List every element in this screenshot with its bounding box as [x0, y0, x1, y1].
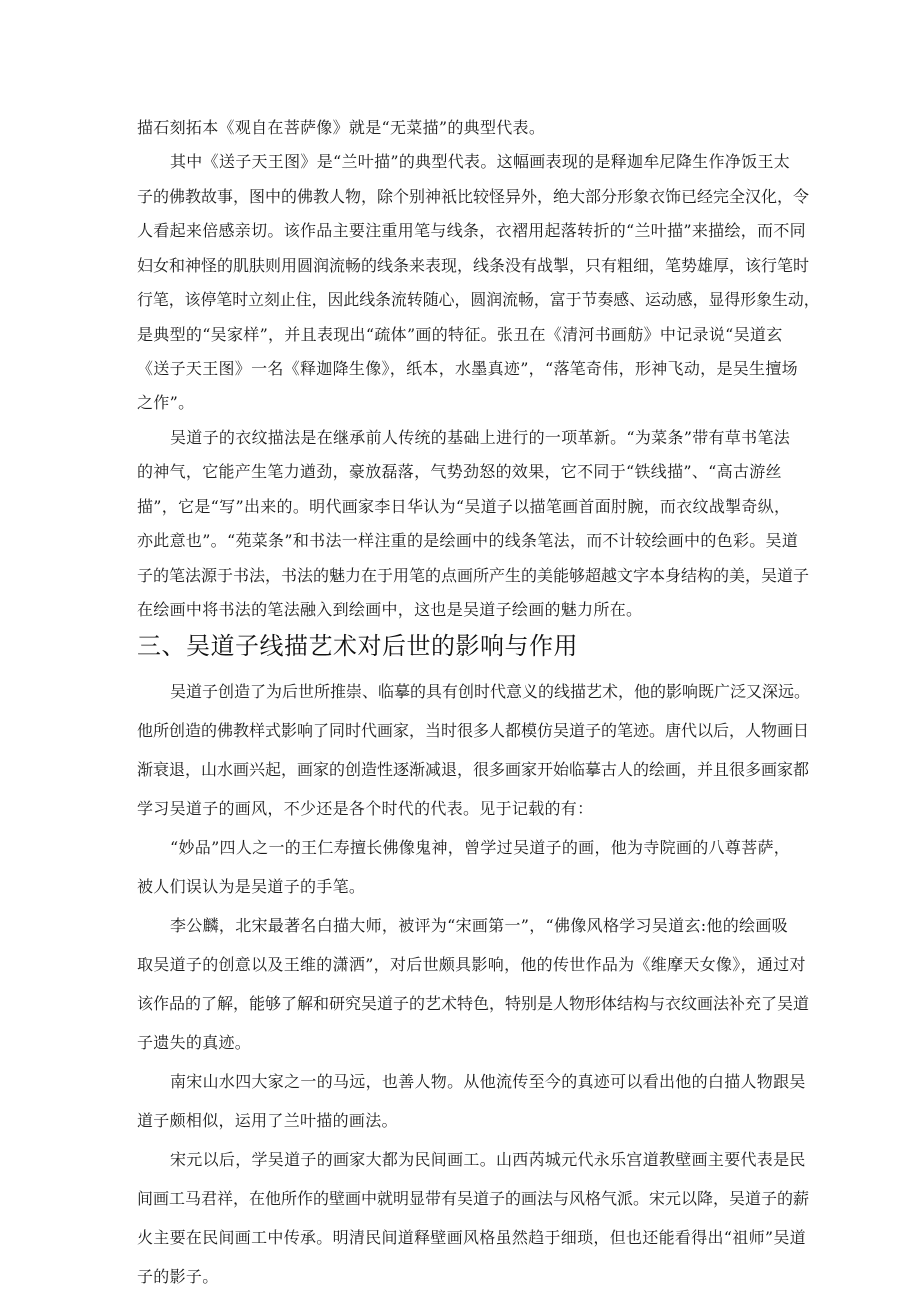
text-line: 描石刻拓本《观自在菩萨像》就是“无菜描”的典型代表。: [137, 118, 546, 137]
text-line: 妇女和神怪的肌肤则用圆润流畅的线条来表现，线条没有战掣，只有粗细，笔势雄厚，该行笔时: [137, 256, 810, 275]
text-line: 是典型的“吴家样”，并且表现出“疏体”画的特征。张丑在《清河书画舫》中记录说“吴道玄: [137, 325, 783, 344]
text-line: 该作品的了解，能够了解和研究吴道子的艺术特色，特别是人物形体结构与衣纹画法补充了吴道: [137, 994, 810, 1013]
text-line: 南宋山水四大家之一的马远，也善人物。从他流传至今的真迹可以看出他的白描人物跟吴: [170, 1072, 806, 1091]
text-line: 人看起来倍感亲切。该作品主要注重用笔与线条，衣褶用起落转折的“兰叶描”来描绘，而不同: [137, 221, 806, 240]
text-line: 渐衰退，山水画兴起，画家的创造性逐渐减退，很多画家开始临摹古人的绘画，并且很多画家都: [137, 760, 810, 779]
text-line: 亦此意也”。“苑菜条”和书法一样注重的是绘画中的线条笔法，而不计较绘画中的色彩。吴道: [137, 531, 799, 550]
text-line: 火主要在民间画工中传承。明清民间道释壁画风格虽然趋于细琐，但也还能看得出“祖师”吴道: [137, 1228, 806, 1247]
text-line: 宋元以后，学吴道子的画家大都为民间画工。山西芮城元代永乐宫道教壁画主要代表是民: [170, 1150, 806, 1169]
text-line: 的神气，它能产生笔力遒劲，豪放磊落，气势劲怒的效果，它不同于“铁线描”、“高古游丝: [137, 462, 782, 481]
text-line: 被人们误认为是吴道子的手笔。: [137, 877, 366, 896]
section-heading: 三、吴道子线描艺术对后世的影响与作用: [137, 632, 578, 660]
text-line: 他所创造的佛教样式影响了同时代画家，当时很多人都模仿吴道子的笔迹。唐代以后，人物画日: [137, 721, 810, 740]
text-line: 李公麟，北宋最著名白描大师，被评为“宋画第一”，“佛像风格学习吴道玄:他的绘画吸: [170, 916, 788, 935]
text-line: 取吴道子的创意以及王维的潇洒”，对后世颇具影响，他的传世作品为《维摩天女像》，通过对: [137, 955, 806, 974]
text-line: “妙品”四人之一的王仁寿擅长佛像鬼神，曾学过吴道子的画，他为寺院画的八尊菩萨，: [170, 838, 791, 857]
text-line: 子遗失的真迹。: [137, 1033, 252, 1052]
text-line: 在绘画中将书法的笔法融入到绘画中，这也是吴道子绘画的魅力所在。: [137, 600, 643, 619]
text-line: 间画工马君祥，在他所作的壁画中就明显带有吴道子的画法与风格气派。宋元以降，吴道子的薪: [137, 1189, 810, 1208]
text-line: 《送子天王图》一名《释迦降生像》，纸本，水墨真迹”，“落笔奇伟，形神飞动，是吴生擅场: [137, 359, 798, 378]
text-line: 道子颇相似，运用了兰叶描的画法。: [137, 1111, 398, 1130]
text-line: 子的笔法源于书法，书法的魅力在于用笔的点画所产生的美能够超越文字本身结构的美，吴道子: [137, 566, 810, 585]
text-line: 子的影子。: [137, 1267, 219, 1286]
text-line: 其中《送子天王图》是“兰叶描”的典型代表。这幅画表现的是释迦牟尼降生作净饭王太: [170, 152, 791, 171]
text-line: 吴道子创造了为后世所推崇、临摹的具有创时代意义的线描艺术，他的影响既广泛又深远。: [170, 682, 811, 701]
text-line: 描”，它是“写”出来的。明代画家李日华认为“吴道子以描笔画首面肘腕，而衣纹战掣奇纵，: [137, 497, 791, 516]
text-line: 之作”。: [137, 393, 195, 412]
text-line: 学习吴道子的画风，不少还是各个时代的代表。见于记载的有：: [137, 799, 594, 818]
text-line: 行笔，该停笔时立刻止住，因此线条流转随心，圆润流畅，富于节奏感、运动感，显得形象生动，: [137, 290, 820, 309]
text-line: 子的佛教故事，图中的佛教人物，除个别神祇比较怪异外，绝大部分形象衣饰已经完全汉化，令: [137, 187, 810, 206]
text-line: 吴道子的衣纹描法是在继承前人传统的基础上进行的一项革新。“为菜条”带有草书笔法: [170, 428, 791, 447]
